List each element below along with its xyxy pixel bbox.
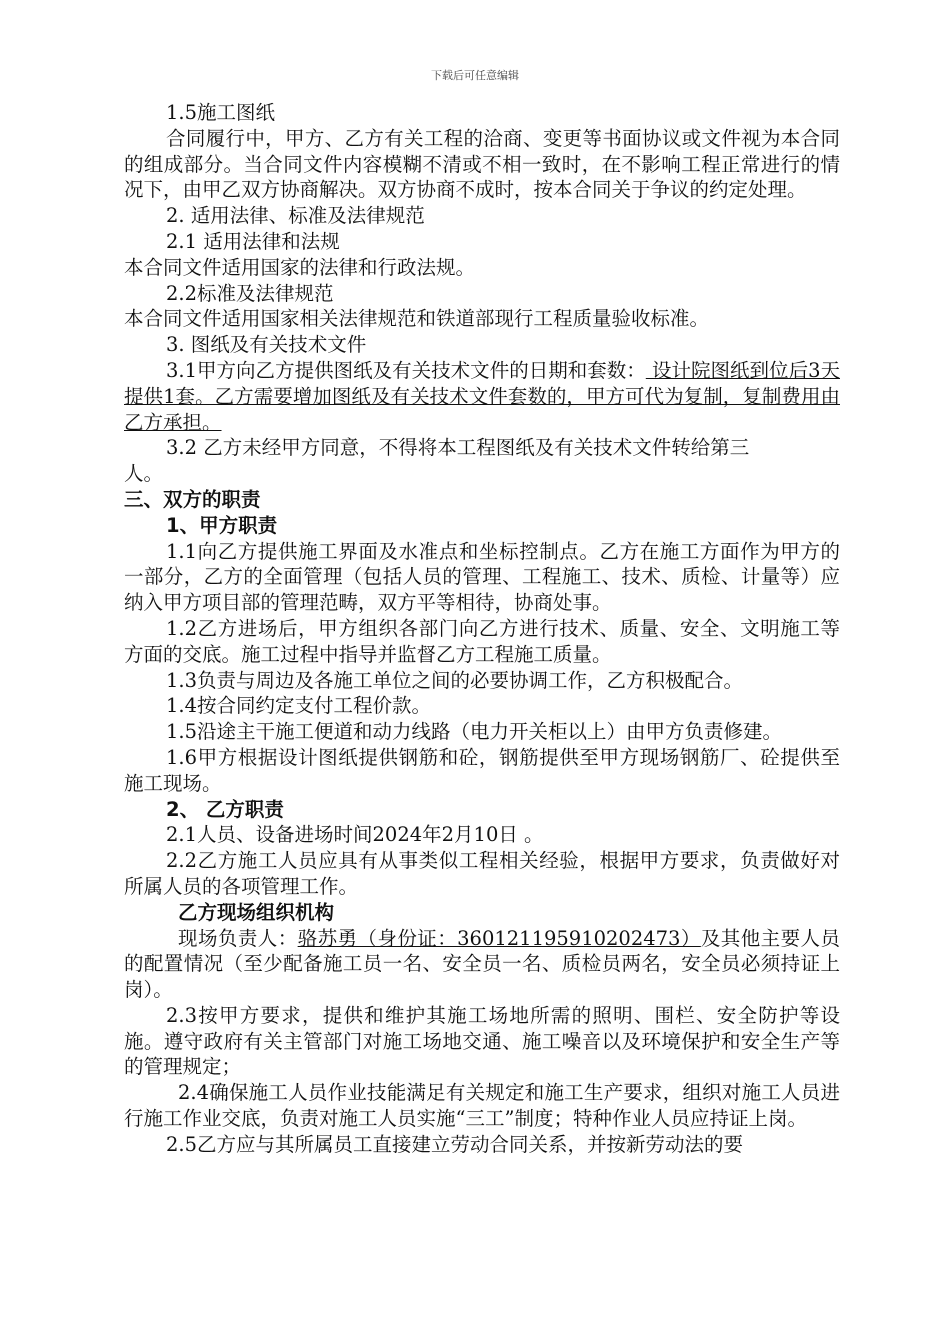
paragraph-a-1-3: 1.3负责与周边及各施工单位之间的必要协调工作，乙方积极配合。	[166, 668, 744, 692]
paragraph-b-2-2: 2.2乙方施工人员应具有从事类似工程相关经验，根据甲方要求，负责做好对所属人员的各项管理工作。	[124, 849, 840, 898]
section-title-drawings: 1.5施工图纸	[166, 101, 276, 124]
paragraph-drawings-confidentiality: 3.2 乙方未经甲方同意，不得将本工程图纸及有关技术文件转给第三	[166, 436, 750, 460]
paragraph-b-2-3: 2.3按甲方要求，提供和维护其施工场地所需的照明、围栏、安全防护等设施。遵守政府有关主管部门对施工场地交通、施工噪音以及环境保护和安全生产等的管理规定；	[124, 1003, 840, 1079]
page-header: 下载后可任意编辑	[431, 69, 519, 82]
heading-party-b-duties: 2、 乙方职责	[166, 797, 284, 821]
paragraph-a-1-5: 1.5沿途主干施工便道和动力线路（电力开关柜以上）由甲方负责修建。	[166, 720, 783, 744]
contract-document	[124, 100, 840, 1158]
heading-laws-regulations: 2.1 适用法律和法规	[166, 229, 340, 253]
heading-applicable-law: 2. 适用法律、标准及法律规范	[166, 204, 425, 228]
paragraph-drawings-supply	[124, 358, 840, 435]
paragraph-b-2-5: 2.5乙方应与其所属员工直接建立劳动合同关系，并按新劳动法的要	[166, 1132, 744, 1156]
paragraph-laws: 本合同文件适用国家的法律和行政法规。	[124, 255, 476, 279]
paragraph-a-1-1: 1.1向乙方提供施工界面及水准点和坐标控制点。乙方在施工方面作为甲方的一部分，乙方的全面管理（包括人员的管理、工程施工、技术、质检、计量等）应纳入甲方项目部的管理范畴，双方平等相待，协商处事。	[124, 539, 840, 615]
drawings-supply-label: 3.1甲方向乙方提供图纸及有关技术文件的日期和套数：	[166, 358, 646, 382]
paragraph-a-1-2: 1.2乙方进场后，甲方组织各部门向乙方进行技术、质量、安全、文明施工等方面的交底。施工过程中指导并监督乙方工程施工质量。	[124, 616, 840, 666]
heading-responsibilities: 三、双方的职责	[124, 487, 261, 511]
paragraph-standards: 本合同文件适用国家相关法律规范和铁道部现行工程质量验收标准。	[124, 307, 710, 331]
heading-drawings-documents: 3. 图纸及有关技术文件	[166, 333, 367, 357]
paragraph-drawings-confidentiality-end: 人。	[124, 462, 164, 486]
site-manager-name: 骆苏勇（身份证：360121195910202473）	[297, 926, 701, 950]
paragraph-site-manager	[124, 926, 840, 1003]
paragraph-contract-documents: 合同履行中，甲方、乙方有关工程的洽商、变更等书面协议或文件视为本合同的组成部分。当合同文件内容模糊不清或不相一致时，在不影响工程正常进行的情况下，由甲乙双方协商解决。双方协商不成时，按本合同关于争议的约定处理。	[124, 126, 840, 202]
paragraph-b-2-1: 2.1人员、设备进场时间2024年2月10日 。	[166, 823, 544, 847]
drawings-supply-terms: 设计院图纸到位后3天提供1套。乙方需要增加图纸及有关技术文件套数的，甲方可代为复制，复制费用由乙方承担。	[124, 358, 840, 434]
heading-standards: 2.2标准及法律规范	[166, 281, 334, 305]
site-manager-label: 现场负责人：	[178, 926, 298, 950]
heading-site-organization: 乙方现场组织机构	[178, 900, 335, 924]
paragraph-b-2-4: 2.4确保施工人员作业技能满足有关规定和施工生产要求，组织对施工人员进行施工作业交底，负责对施工人员实施“三工”制度；特种作业人员应持证上岗。	[124, 1081, 840, 1131]
site-manager-staffing: 及其他主要人员的配置情况（至少配备施工员一名、安全员一名、质检员两名，安全员必须持证上岗）。	[124, 926, 840, 1002]
heading-party-a-duties: 1、甲方职责	[166, 513, 278, 537]
paragraph-a-1-6: 1.6甲方根据设计图纸提供钢筋和砼，钢筋提供至甲方现场钢筋厂、砼提供至施工现场。	[124, 745, 840, 795]
paragraph-a-1-4: 1.4按合同约定支付工程价款。	[166, 694, 432, 718]
